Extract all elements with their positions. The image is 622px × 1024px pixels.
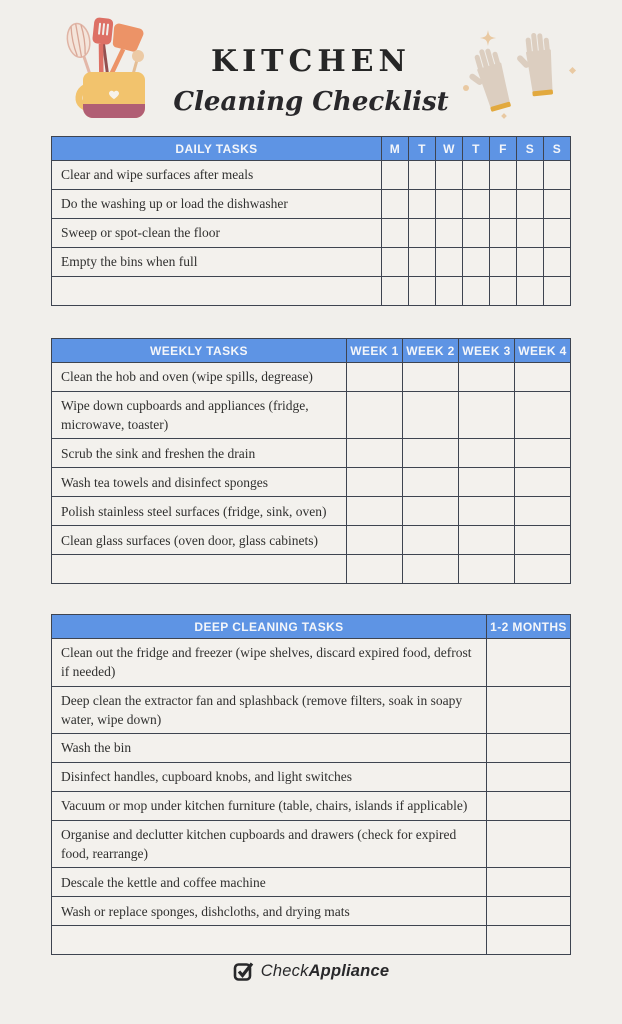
column-header: S — [517, 137, 544, 161]
column-header: W — [436, 137, 463, 161]
task-label: Disinfect handles, cupboard knobs, and light switches — [52, 762, 487, 791]
checkbox-cell[interactable] — [490, 277, 517, 306]
checkbox-cell[interactable] — [403, 439, 459, 468]
task-row — [52, 190, 571, 219]
checkbox-cell[interactable] — [409, 190, 436, 219]
checkbox-cell[interactable] — [487, 791, 571, 820]
checkbox-cell[interactable] — [517, 248, 544, 277]
checkbox-cell[interactable] — [490, 248, 517, 277]
checkbox-cell[interactable] — [347, 526, 403, 555]
task-label — [52, 926, 487, 955]
column-header: M — [382, 137, 409, 161]
task-label: Polish stainless steel surfaces (fridge, sink, oven) — [52, 497, 347, 526]
checkbox-cell[interactable] — [459, 468, 515, 497]
brand-footer — [0, 960, 622, 982]
task-row — [52, 363, 571, 392]
checkbox-cell[interactable] — [436, 248, 463, 277]
checkbox-cell[interactable] — [487, 686, 571, 733]
checkbox-cell[interactable] — [490, 190, 517, 219]
checkbox-cell[interactable] — [436, 190, 463, 219]
task-row — [52, 639, 571, 686]
checkbox-cell[interactable] — [347, 468, 403, 497]
column-header: WEEK 4 — [515, 339, 571, 363]
checkbox-cell[interactable] — [409, 219, 436, 248]
task-label: Clean out the fridge and freezer (wipe shelves, discard expired food, defrost if needed) — [52, 639, 487, 686]
task-row — [52, 926, 571, 955]
task-row — [52, 733, 571, 762]
checkbox-cell[interactable] — [515, 555, 571, 584]
checkbox-cell[interactable] — [347, 392, 403, 439]
checkbox-cell[interactable] — [515, 526, 571, 555]
checkbox-cell[interactable] — [517, 277, 544, 306]
checkbox-cell[interactable] — [544, 277, 571, 306]
rubber-gloves-illustration — [458, 22, 580, 131]
brand-name — [261, 962, 389, 981]
checkbox-cell[interactable] — [487, 820, 571, 867]
task-label: Scrub the sink and freshen the drain — [52, 439, 347, 468]
checkbox-cell[interactable] — [459, 363, 515, 392]
checkbox-cell[interactable] — [463, 219, 490, 248]
checkbox-cell[interactable] — [515, 439, 571, 468]
checkbox-cell[interactable] — [347, 555, 403, 584]
checkbox-cell[interactable] — [487, 868, 571, 897]
table-header-row — [52, 339, 571, 363]
column-header: WEEK 3 — [459, 339, 515, 363]
column-header: 1-2 MONTHS — [487, 615, 571, 639]
table-header-row — [52, 615, 571, 639]
task-label: Wash or replace sponges, dishcloths, and drying mats — [52, 897, 487, 926]
checkbox-cell[interactable] — [409, 277, 436, 306]
checkbox-cell[interactable] — [487, 762, 571, 791]
checkbox-cell[interactable] — [382, 190, 409, 219]
task-row — [52, 248, 571, 277]
column-header: S — [544, 137, 571, 161]
checkbox-cell[interactable] — [459, 439, 515, 468]
rubber-gloves-icon — [458, 22, 580, 126]
task-label: Clear and wipe surfaces after meals — [52, 161, 382, 190]
task-row — [52, 820, 571, 867]
task-label: Clean glass surfaces (oven door, glass cabinets) — [52, 526, 347, 555]
page-header — [0, 0, 622, 136]
task-label: Empty the bins when full — [52, 248, 382, 277]
task-label — [52, 555, 347, 584]
page-title: KITCHEN — [211, 44, 411, 79]
checkbox-cell[interactable] — [517, 190, 544, 219]
task-row — [52, 555, 571, 584]
checkbox-cell[interactable] — [463, 277, 490, 306]
checkbox-cell[interactable] — [463, 161, 490, 190]
column-header: WEEK 2 — [403, 339, 459, 363]
column-header: T — [463, 137, 490, 161]
column-header: F — [490, 137, 517, 161]
checkbox-cell[interactable] — [436, 219, 463, 248]
task-row — [52, 219, 571, 248]
daily-tasks-table — [51, 136, 571, 306]
task-row — [52, 277, 571, 306]
task-row — [52, 439, 571, 468]
task-label: Wash the bin — [52, 733, 487, 762]
checked-checkbox-icon — [233, 960, 255, 982]
checkbox-cell[interactable] — [382, 219, 409, 248]
checkbox-cell[interactable] — [487, 733, 571, 762]
task-row — [52, 762, 571, 791]
task-row — [52, 161, 571, 190]
checkbox-cell[interactable] — [544, 161, 571, 190]
task-label: Clean the hob and oven (wipe spills, degrease) — [52, 363, 347, 392]
checkbox-cell[interactable] — [544, 190, 571, 219]
checkbox-cell[interactable] — [347, 363, 403, 392]
column-header: WEEK 1 — [347, 339, 403, 363]
checkbox-cell[interactable] — [487, 897, 571, 926]
checkbox-cell[interactable] — [517, 219, 544, 248]
checkbox-cell[interactable] — [459, 392, 515, 439]
task-label: Wash tea towels and disinfect sponges — [52, 468, 347, 497]
checkbox-cell[interactable] — [544, 219, 571, 248]
task-row — [52, 526, 571, 555]
task-label: Vacuum or mop under kitchen furniture (table, chairs, islands if applicable) — [52, 791, 487, 820]
checkbox-cell[interactable] — [463, 190, 490, 219]
brand-name-bold: Appliance — [308, 961, 390, 980]
weekly-tasks-table — [51, 338, 571, 584]
checkbox-cell[interactable] — [409, 161, 436, 190]
checkbox-cell[interactable] — [403, 392, 459, 439]
checkbox-cell[interactable] — [487, 639, 571, 686]
task-label: Organise and declutter kitchen cupboards and drawers (check for expired food, rearrange) — [52, 820, 487, 867]
task-label: Descale the kettle and coffee machine — [52, 868, 487, 897]
task-label: Deep clean the extractor fan and splashback (remove filters, soak in soapy water, wipe down) — [52, 686, 487, 733]
tables-area — [51, 136, 571, 955]
checkbox-cell[interactable] — [403, 363, 459, 392]
checkbox-cell[interactable] — [459, 555, 515, 584]
checkbox-cell[interactable] — [515, 392, 571, 439]
task-row — [52, 468, 571, 497]
checkbox-cell[interactable] — [409, 248, 436, 277]
checkbox-cell[interactable] — [517, 161, 544, 190]
checkbox-cell[interactable] — [436, 161, 463, 190]
task-row — [52, 897, 571, 926]
checkbox-cell[interactable] — [403, 468, 459, 497]
checkbox-cell[interactable] — [515, 497, 571, 526]
task-label — [52, 277, 382, 306]
checkbox-cell[interactable] — [347, 497, 403, 526]
checkbox-cell[interactable] — [463, 248, 490, 277]
table-title: DEEP CLEANING TASKS — [52, 615, 487, 639]
task-row — [52, 868, 571, 897]
checkbox-cell[interactable] — [403, 497, 459, 526]
checkbox-cell[interactable] — [436, 277, 463, 306]
checkbox-cell[interactable] — [347, 439, 403, 468]
checkbox-cell[interactable] — [544, 248, 571, 277]
task-row — [52, 392, 571, 439]
checkbox-cell[interactable] — [459, 526, 515, 555]
task-label: Wipe down cupboards and appliances (fridge, microwave, toaster) — [52, 392, 347, 439]
table-header-row — [52, 137, 571, 161]
task-row — [52, 686, 571, 733]
checkbox-cell[interactable] — [515, 468, 571, 497]
checkbox-cell[interactable] — [403, 555, 459, 584]
table-title: WEEKLY TASKS — [52, 339, 347, 363]
task-row — [52, 791, 571, 820]
page-subtitle: Cleaning Checklist — [173, 87, 449, 117]
checkbox-cell[interactable] — [382, 248, 409, 277]
task-row — [52, 497, 571, 526]
checkbox-cell[interactable] — [459, 497, 515, 526]
checkbox-cell[interactable] — [490, 161, 517, 190]
column-header: T — [409, 137, 436, 161]
checkbox-cell[interactable] — [382, 277, 409, 306]
task-label: Do the washing up or load the dishwasher — [52, 190, 382, 219]
deep-cleaning-tasks-table — [51, 614, 571, 955]
table-title: DAILY TASKS — [52, 137, 382, 161]
checkbox-cell[interactable] — [490, 219, 517, 248]
checkbox-cell[interactable] — [403, 526, 459, 555]
checkbox-cell[interactable] — [382, 161, 409, 190]
brand-name-regular: Check — [260, 961, 309, 980]
checkbox-cell[interactable] — [487, 926, 571, 955]
task-label: Sweep or spot-clean the floor — [52, 219, 382, 248]
checkbox-cell[interactable] — [515, 363, 571, 392]
